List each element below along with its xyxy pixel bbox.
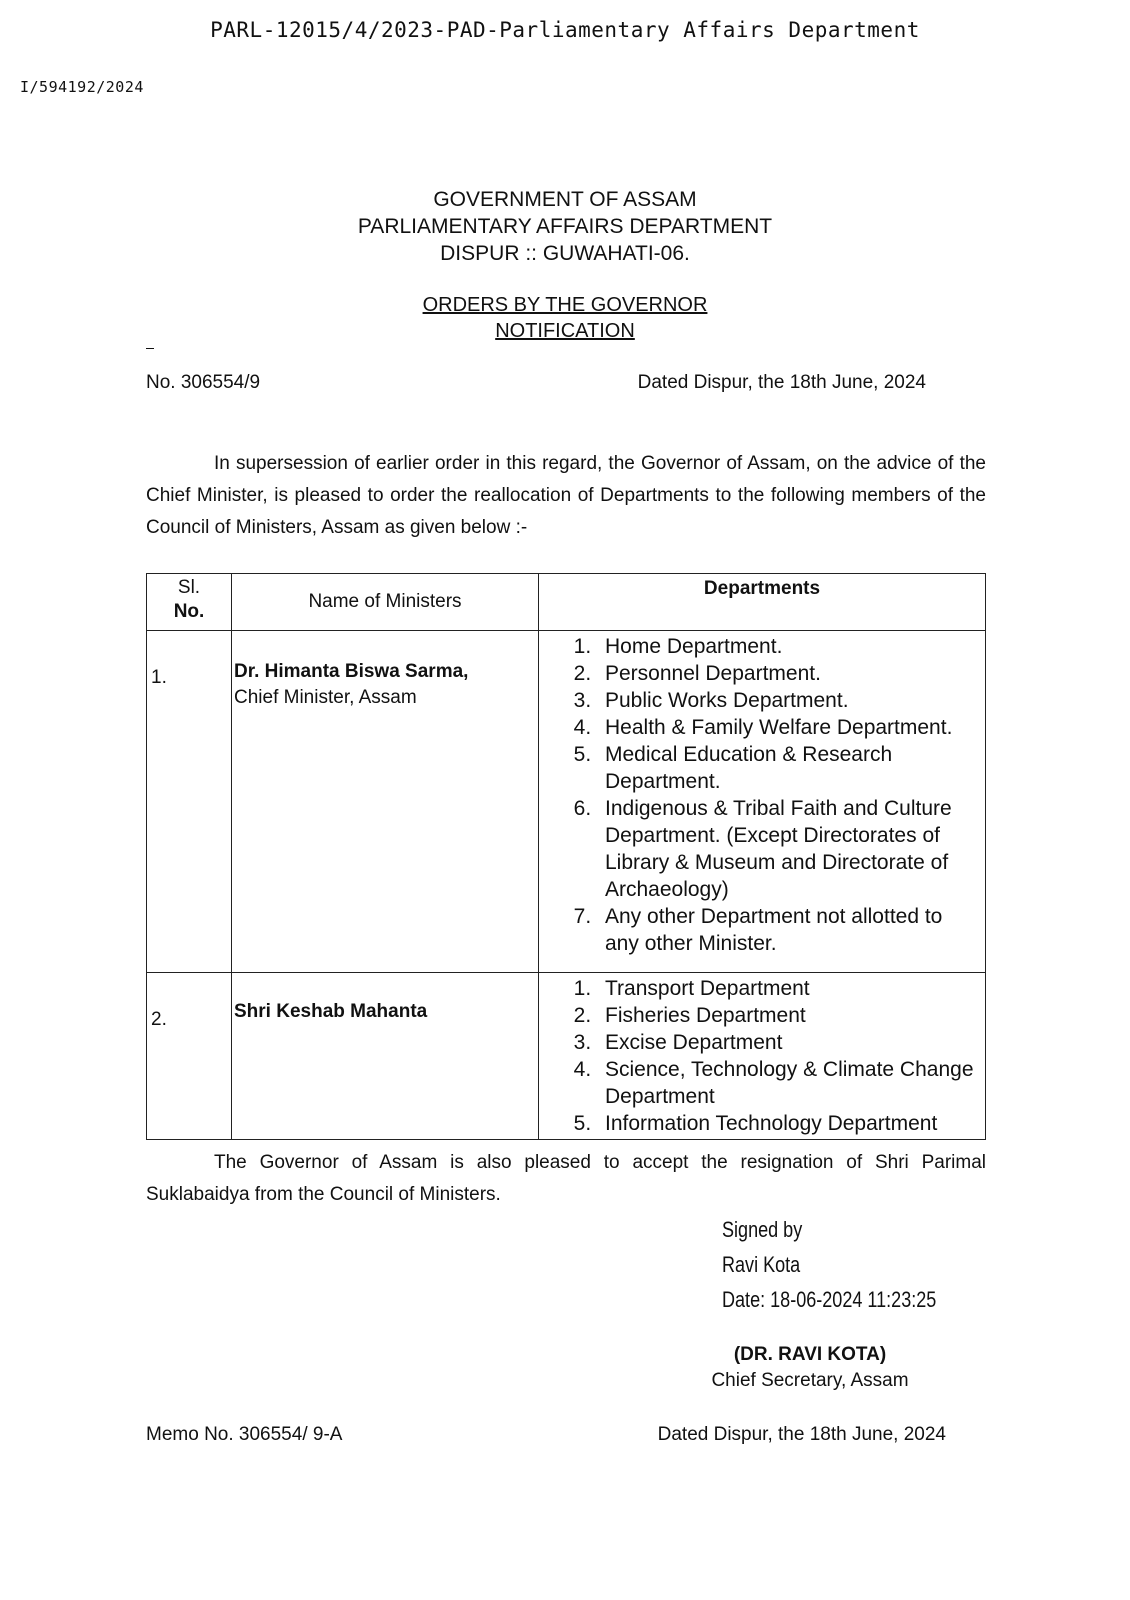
department-item: 5. Medical Education & Research Department. xyxy=(597,741,979,795)
reference-date: Dated Dispur, the 18th June, 2024 xyxy=(637,372,926,393)
header-departments xyxy=(539,574,986,631)
memo-date: Dated Dispur, the 18th June, 2024 xyxy=(657,1424,946,1445)
department-item: 5. Information Technology Department xyxy=(597,1110,979,1137)
department-item: 4. Health & Family Welfare Department. xyxy=(597,714,979,741)
header-department: PARLIAMENTARY AFFAIRS DEPARTMENT xyxy=(357,215,773,238)
document-header xyxy=(0,186,1130,267)
signer-name: Ravi Kota xyxy=(722,1252,801,1277)
row-sl: 1. xyxy=(147,631,232,973)
orders-title: ORDERS BY THE GOVERNOR xyxy=(422,294,708,316)
header-address: DISPUR :: GUWAHATI-06. xyxy=(440,242,690,265)
minister-name: Shri Keshab Mahanta xyxy=(232,973,539,1140)
intro-paragraph xyxy=(146,448,986,544)
signatory-name: (DR. RAVI KOTA) xyxy=(733,1344,887,1365)
receipt-number: I/594192/2024 xyxy=(20,78,144,96)
department-item: 1. Home Department. xyxy=(597,633,979,660)
signatory-designation: Chief Secretary, Assam xyxy=(711,1370,909,1391)
table-row xyxy=(147,631,986,973)
departments-cell xyxy=(539,973,986,1140)
department-item: 7. Any other Department not allotted to any other Minister. xyxy=(597,903,979,957)
department-item: 1. Transport Department xyxy=(597,975,979,1002)
department-item: 2. Personnel Department. xyxy=(597,660,979,687)
divider-mark xyxy=(146,348,154,349)
signed-by-label: Signed by xyxy=(722,1217,803,1242)
row-sl: 2. xyxy=(147,973,232,1140)
header-no: No. xyxy=(173,601,205,622)
header-government: GOVERNMENT OF ASSAM xyxy=(433,188,697,211)
memo-number: Memo No. 306554/ 9-A xyxy=(146,1424,343,1445)
minister-name: Dr. Himanta Biswa Sarma, xyxy=(234,661,469,682)
department-item: 3. Public Works Department. xyxy=(597,687,979,714)
file-reference-header: PARL-12015/4/2023-PAD-Parliamentary Affairs Department xyxy=(210,18,920,42)
departments-list xyxy=(539,633,985,957)
department-item: 4. Science, Technology & Climate Change Department xyxy=(597,1056,979,1110)
digital-signature xyxy=(722,1212,936,1317)
ministers-table xyxy=(146,573,986,1140)
header-name: Name of Ministers xyxy=(232,574,539,631)
intro-text: In supersession of earlier order in this regard, the Governor of Assam, on the advice of the Chief Minister, is pleased to order the reallocation of Departments to the following members of the Council of Ministers, Assam as given below :- xyxy=(146,453,986,538)
table-header-row xyxy=(147,574,986,631)
header-sl-no xyxy=(147,574,232,631)
departments-cell xyxy=(539,631,986,973)
header-sl: Sl. xyxy=(177,577,201,598)
header-departments-label: Departments xyxy=(703,578,821,599)
reference-line xyxy=(146,372,926,394)
notification-title: NOTIFICATION xyxy=(495,320,635,342)
signatory-block xyxy=(690,1342,930,1394)
department-item: 2. Fisheries Department xyxy=(597,1002,979,1029)
orders-heading xyxy=(0,292,1130,344)
department-item: 6. Indigenous & Tribal Faith and Culture Department. (Except Directorates of Library & Museum and Directorate of Archaeology) xyxy=(597,795,979,903)
minister-designation: Chief Minister, Assam xyxy=(234,687,417,708)
departments-list xyxy=(539,975,985,1137)
resignation-text: The Governor of Assam is also pleased to accept the resignation of Shri Parimal Suklabaidya from the Council of Ministers. xyxy=(146,1152,986,1205)
department-item: 3. Excise Department xyxy=(597,1029,979,1056)
reference-number: No. 306554/9 xyxy=(146,372,261,393)
signature-date: Date: 18-06-2024 11:23:25 xyxy=(722,1287,937,1312)
memo-line xyxy=(146,1424,946,1446)
resignation-paragraph xyxy=(146,1147,986,1211)
minister-name-cell xyxy=(232,631,539,973)
table-row xyxy=(147,973,986,1140)
